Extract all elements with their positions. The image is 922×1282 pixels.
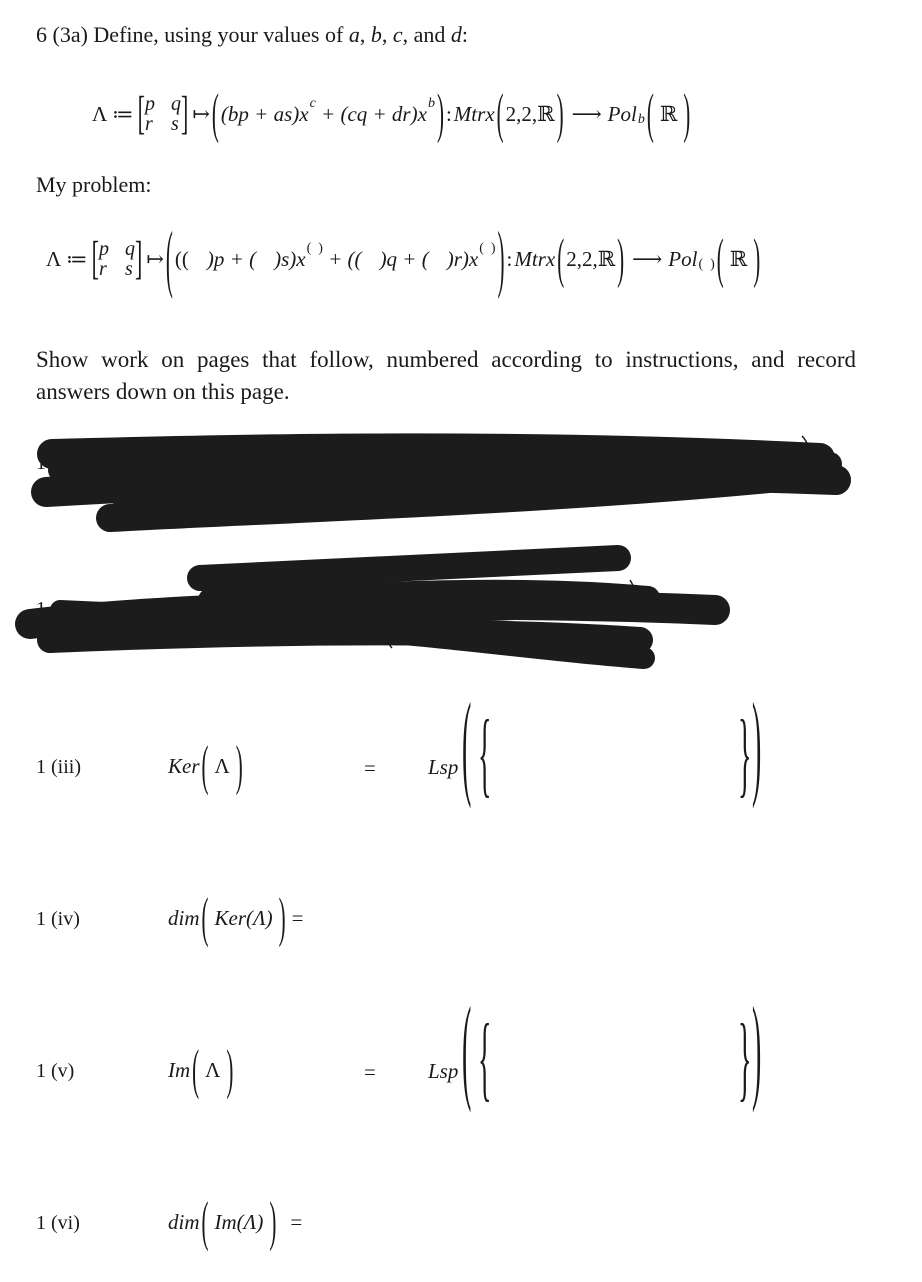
bracket-left: [ (91, 231, 99, 285)
ker-expression (168, 733, 245, 796)
ker-arg: Λ (214, 753, 230, 778)
redaction-scribble-1 (0, 420, 922, 550)
label-v: 1 (v) (36, 1060, 75, 1082)
domain-args: 2,2,ℝ (505, 101, 555, 126)
dim-paren-close-iv: ) (278, 885, 286, 948)
equals-vi: = (290, 1209, 303, 1234)
question-number: 6 (3a) (36, 22, 88, 47)
lsp-paren-open-v: ( (462, 986, 472, 1117)
term-4: )q + ( (379, 246, 429, 271)
label-iii: 1 (iii) (36, 756, 81, 778)
redacted-row-1-prefix: 1 (36, 452, 46, 474)
matrix (137, 86, 189, 140)
codomain-name: Pol (607, 101, 637, 126)
dim-func-iv: dim (168, 905, 200, 930)
domain-paren-open: ( (496, 81, 504, 144)
matrix-s: s (124, 258, 133, 280)
matrix-r: r (98, 258, 107, 280)
problem-equation (46, 214, 762, 301)
exp-b: b (427, 96, 435, 111)
expr-a: (bp + as)x (220, 101, 309, 126)
paren-open: ( (211, 81, 219, 144)
question-header: 6 (3a) Define, using your values of a, b, c, and d: (36, 22, 468, 47)
term-2: )s)x (274, 246, 306, 271)
var-a: a (348, 22, 360, 47)
dim-paren-close-vi: ) (269, 1189, 277, 1252)
arrow-symbol: ⟶ (632, 246, 663, 271)
codomain-paren-open: ( (716, 226, 724, 289)
domain-paren-open: ( (557, 226, 565, 289)
set-brace-close-v: } (738, 1007, 752, 1113)
term-1: )p + ( (206, 246, 257, 271)
matrix-s: s (170, 113, 179, 135)
var-c: c (392, 22, 403, 47)
lsp-label-v: Lsp (428, 1058, 459, 1083)
dim-ker-expression (168, 885, 304, 948)
dim-func-vi: dim (168, 1209, 200, 1234)
domain-name: Mtrx (453, 101, 495, 126)
mapsto-symbol: ↦ (146, 246, 164, 271)
lsp-paren-close-v: ) (752, 986, 762, 1117)
blank-open: (( (174, 246, 189, 271)
lambda-lhs-problem: Λ ≔ (46, 246, 88, 271)
codomain-paren-close: ) (753, 226, 761, 289)
dim-inner-vi: Im(Λ) (214, 1209, 264, 1234)
term-5: )r)x (446, 246, 479, 271)
codomain-arg: ℝ (659, 101, 678, 126)
im-expression (168, 1037, 235, 1100)
equals-v: = (364, 1060, 376, 1084)
term-3: + (( (322, 246, 362, 271)
paren-open: ( (165, 214, 173, 301)
matrix-p: p (144, 93, 155, 115)
codomain-paren-open: ( (646, 81, 654, 144)
codomain-paren-close: ) (683, 81, 691, 144)
equals-iv: = (291, 905, 304, 930)
codomain-name: Pol (668, 246, 698, 271)
im-arg: Λ (205, 1057, 221, 1082)
redaction-scribble-2 (0, 540, 922, 680)
var-d: d (450, 22, 462, 47)
dim-inner-iv: Ker(Λ) (214, 905, 273, 930)
lsp-label-iii: Lsp (428, 754, 459, 779)
instructions-text: Show work on pages that follow, numbered according to instructions, and record answers down on this page. (36, 347, 856, 404)
domain-paren-close: ) (556, 81, 564, 144)
ker-paren-open: ( (201, 733, 209, 796)
lsp-paren-close-iii: ) (752, 682, 762, 813)
redacted-row-2-prefix: 1 (36, 598, 46, 620)
var-b: b (370, 22, 382, 47)
paren-close: ) (436, 81, 444, 144)
codomain-sub-blank: ( ) (698, 257, 715, 272)
set-brace-open-v: { (478, 1007, 492, 1113)
codomain-sub: b (637, 112, 645, 127)
codomain-arg: ℝ (729, 246, 748, 271)
dim-im-expression (168, 1189, 303, 1252)
ker-func: Ker (168, 753, 200, 778)
matrix-r: r (144, 113, 153, 135)
domain-paren-close: ) (617, 226, 625, 289)
equals-iii: = (364, 756, 376, 780)
def-colon: : (445, 101, 452, 126)
im-paren-close: ) (226, 1037, 234, 1100)
lsp-paren-open-iii: ( (462, 682, 472, 813)
lambda-lhs: Λ ≔ (92, 101, 134, 126)
set-brace-close-iii: } (738, 703, 752, 809)
problem-label: My problem: (36, 172, 152, 197)
label-iv: 1 (iv) (36, 908, 80, 930)
label-vi: 1 (vi) (36, 1212, 80, 1234)
dim-paren-open-iv: ( (201, 885, 209, 948)
im-func: Im (168, 1057, 191, 1082)
question-intro: Define, using your values of (93, 22, 344, 47)
and-word: and (413, 22, 446, 47)
matrix-q: q (170, 93, 181, 115)
bracket-right: ] (180, 86, 189, 140)
matrix-problem (91, 231, 143, 285)
dim-paren-open-vi: ( (201, 1189, 209, 1252)
expr-b: + (cq + dr)x (315, 101, 427, 126)
domain-name: Mtrx (514, 246, 556, 271)
exp-a: c (309, 96, 316, 111)
set-brace-open-iii: { (478, 703, 492, 809)
domain-args: 2,2,ℝ (566, 246, 616, 271)
ker-span (428, 722, 458, 812)
ker-paren-close: ) (235, 733, 243, 796)
matrix-q: q (124, 238, 135, 260)
im-span (428, 1026, 458, 1116)
definition-equation (92, 81, 692, 144)
im-paren-open: ( (192, 1037, 200, 1100)
blank-exp-1: ( ) (306, 241, 323, 256)
paren-close: ) (497, 214, 505, 301)
header-colon: : (461, 22, 468, 47)
blank-exp-2: ( ) (479, 241, 496, 256)
matrix-p: p (98, 238, 109, 260)
problem-colon: : (506, 246, 513, 271)
bracket-right: ] (134, 231, 143, 285)
bracket-left: [ (137, 86, 145, 140)
mapsto-symbol: ↦ (192, 101, 210, 126)
arrow-symbol: ⟶ (571, 101, 602, 126)
